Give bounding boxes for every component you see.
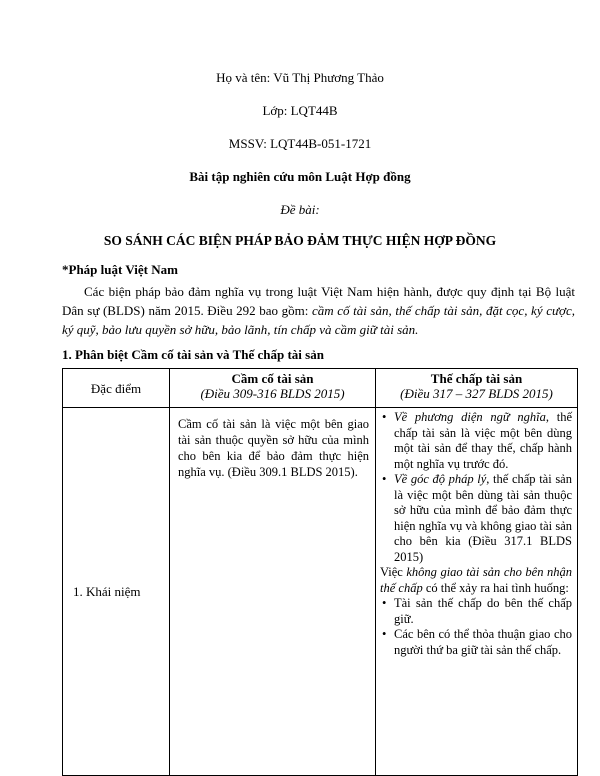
header-mortgage xyxy=(376,369,578,408)
pledge-definition: Cầm cố tài sản là việc một bên giao tài sản thuộc quyền sở hữu của mình cho bên kia để bảo đảm thực hiện nghĩa vụ. (Điều 309.1 BLDS 2015). xyxy=(170,408,376,776)
p-italic: không giao tài sản cho bên nhận thế chấp xyxy=(380,565,572,595)
p-tail: có thể xảy ra hai tình huống: xyxy=(422,580,569,595)
topic-label: Đề bài: xyxy=(280,202,320,217)
row-criterion: 1. Khái niệm xyxy=(63,408,170,776)
intro-list: cầm cố tài sản, thế chấp tài sản, đặt cọc, ký cược, ký quỹ, bảo lưu quyền sở hữu, bảo lãnh, tín chấp và cầm giữ tài sản. xyxy=(62,303,576,337)
intro-text: Các biện pháp bảo đảm nghĩa vụ trong luật Việt Nam hiện hành, được quy định tại Bộ luật Dân sự (BLDS) năm 2015. Điều 292 bao gồm: xyxy=(62,284,575,318)
b2-italic: Về góc độ pháp lý xyxy=(394,472,487,486)
b2-text: , thế chấp tài sản là việc một bên dùng tài sản thuộc sở hữu của mình để bảo đảm thực hiện nghĩa vụ và không giao tài sản cho bên kia (Điều 317.1 BLDS 2015) xyxy=(394,472,572,564)
mortgage-definition xyxy=(376,408,578,776)
student-class: Lớp: LQT44B xyxy=(262,103,338,118)
list-item xyxy=(394,472,572,565)
header-mortgage-sub: (Điều 317 – 327 BLDS 2015) xyxy=(400,386,553,401)
header-criterion: Đặc điểm xyxy=(63,369,170,408)
intro-heading: *Pháp luật Việt Nam xyxy=(62,262,178,277)
list-item: • Các bên có thể thỏa thuận giao cho người thứ ba giữ tài sản thế chấp. xyxy=(394,627,572,658)
section-1-title: 1. Phân biệt Cầm cố tài sản và Thế chấp tài sản xyxy=(62,347,324,362)
header-pledge-title: Cầm cố tài sản xyxy=(231,371,314,386)
mortgage-paragraph xyxy=(380,565,572,596)
p-lead: Việc xyxy=(380,565,407,579)
comparison-table xyxy=(62,368,578,776)
header-mortgage-title: Thế chấp tài sản xyxy=(430,371,523,386)
list-item xyxy=(394,410,572,472)
list-item: • Tài sản thế chấp do bên thế chấp giữ. xyxy=(394,596,572,627)
student-id: MSSV: LQT44B-051-1721 xyxy=(228,136,372,151)
header-pledge xyxy=(170,369,376,408)
course-title: Bài tập nghiên cứu môn Luật Hợp đồng xyxy=(189,169,411,184)
b1-text: , thế chấp tài sản là việc một bên dùng một tài sản để thay thế, chấp hành một nghĩa vụ trước đó. xyxy=(394,410,572,471)
page-title: SO SÁNH CÁC BIỆN PHÁP BẢO ĐẢM THỰC HIỆN HỢP ĐỒNG xyxy=(103,233,497,248)
student-name: Họ và tên: Vũ Thị Phương Thảo xyxy=(216,70,384,85)
b1-italic: Về phương diện ngữ nghĩa xyxy=(394,410,546,424)
table-row xyxy=(63,408,578,776)
table-header-row xyxy=(63,369,578,408)
intro-paragraph xyxy=(62,282,575,339)
header-pledge-sub: (Điều 309-316 BLDS 2015) xyxy=(200,386,345,401)
